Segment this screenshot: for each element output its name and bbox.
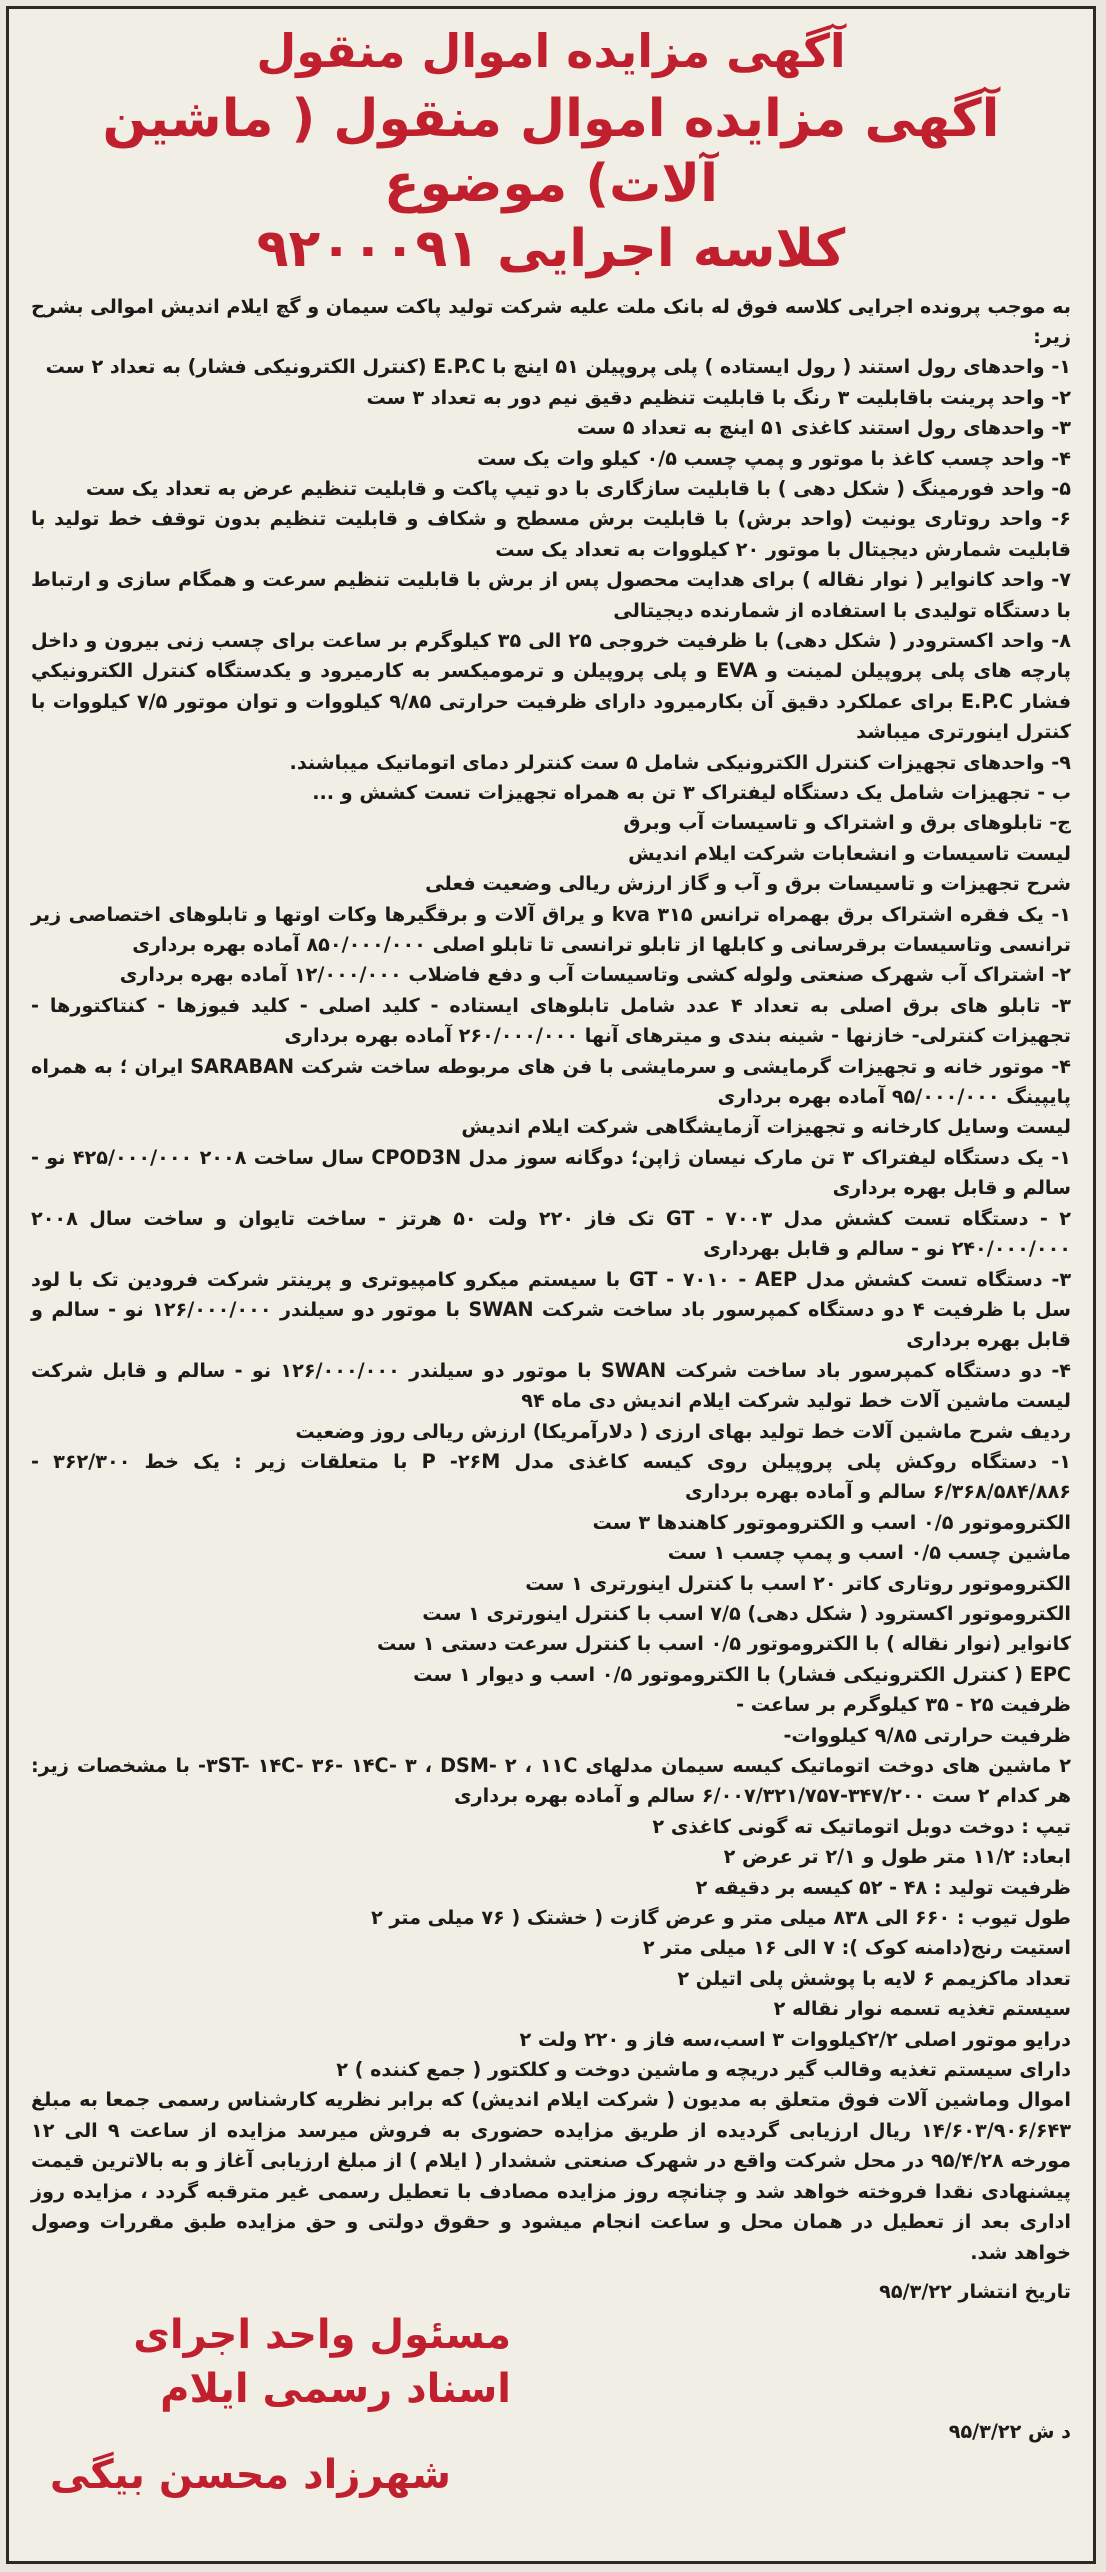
list-item: ابعاد: ۱۱/۲ متر طول و ۲/۱ تر عرض ۲ xyxy=(723,1845,1071,1869)
list-item: تعداد ماکزیمم ۶ لایه با پوشش پلی اتیلن ۲ xyxy=(677,1966,1071,1990)
notice-heading: آگهی مزایده اموال منقول ( ماشین آلات) موضوع xyxy=(102,88,1000,214)
list-item: ظرفیت ۲۵ - ۳۵ کیلوگرم بر ساعت - xyxy=(736,1693,1071,1717)
notice-title: آگهی مزایده اموال منقول xyxy=(256,24,846,78)
list-item: ۱- دستگاه روکش پلی پروپیلن روی کیسه کاغذی مدل P -۲۶M با متعلقات زیر : یک خط ۳۶۲/۳۰۰ - ۶/۳۶۸/۵۸۴/۸۸۶ سالم و آماده بهره برداری xyxy=(31,1449,1071,1504)
list-item: الکتروموتور ۰/۵ اسب و الکتروموتور کاهندها ۳ ست xyxy=(592,1510,1071,1534)
list-item: ۱- یک دستگاه لیفتراک ۳ تن مارک نیسان ژاپن؛ دوگانه سوز مدل CPOD3N سال ساخت ۲۰۰۸ ۴۲۵/۰۰۰/۰۰۰ نو - سالم و قابل بهره برداری xyxy=(31,1145,1071,1200)
section-title: لیست تاسیسات و انشعابات شرکت ایلام اندیش xyxy=(628,841,1071,865)
list-item: ۲ ماشین های دوخت اتوماتیک کیسه سیمان مدلهای ۳ST- ۱۴C- ۳۶- ۱۴C- ۳ ، DSM- ۲ ، ۱۱C- با مشخصات زیر: هر کدام ۲ ست ۳۴۷/۲۰۰-۶/۰۰۷/۳۲۱/۷۵۷ سالم و آماده بهره برداری xyxy=(31,1754,1071,1808)
list-item: ۴- واحد چسب کاغذ با موتور و پمپ چسب ۰/۵ کیلو وات یک ست xyxy=(477,446,1071,470)
section-subtitle: شرح تجهیزات و تاسیسات برق و آب و گاز ارزش ریالی وضعیت فعلی xyxy=(425,872,1071,896)
list-item: ب - تجهیزات شامل یک دستگاه لیفتراک ۳ تن به همراه تجهیزات تست کشش و ... xyxy=(312,781,1071,804)
list-item: تیپ : دوخت دوبل اتوماتیک ته گونی کاغذی ۲ xyxy=(652,1814,1071,1838)
list-item: ۵- واحد فورمینگ ( شکل دهی ) با قابلیت سازگاری با دو تیپ پاکت و قابلیت تنظیم عرض به تعداد یک ست xyxy=(85,476,1071,500)
closing-paragraph: اموال وماشین آلات فوق متعلق به مدیون ( شرکت ایلام اندیش) که برابر نظریه کارشناس رسمی جمعا به مبلغ ۱۴/۶۰۳/۹۰۶/۶۴۳ ریال ارزیابی گردیده از طریق مزایده حضوری به فروش میرسد مزایده از ساعت ۹ الی ۱۲ مورخه ۹۵/۴/۲۸ در محل شرکت واقع در شهرک صنعتی ششدار ( ایلام ) از مبلغ ارزیابی آغاز و به بالاترین قیمت پیشنهادی نقدا فروخته خواهد شد و چنانچه روز مزایده مصادف با تعطیل رسمی غیر مترقبه گردد ، مزایده روز اداری بعد از تعطیل در همان محل و ساعت انجام میشود و حقوق دولتی و حق مزایده طبق مقررات وصول خواهد شد. xyxy=(31,2088,1071,2264)
list-item: ۳- واحدهای رول استند کاغذی ۵۱ اینچ به تعداد ۵ ست xyxy=(576,416,1071,440)
list-item: ج- تابلوهای برق و اشتراک و تاسیسات آب وبرق xyxy=(623,811,1071,835)
list-item: درایو موتور اصلی ۲/۲کیلووات ۳ اسب،سه فاز و ۲۲۰ ولت ۲ xyxy=(519,2027,1071,2051)
intro-text: به موجب پرونده اجرایی کلاسه فوق له بانک ملت علیه شرکت تولید پاکت سیمان و گچ ایلام اندیش اموالی بشرح زیر: xyxy=(31,294,1071,348)
notice-body xyxy=(31,292,1071,2268)
list-item: کانوایر (نوار نقاله ) با الکتروموتور ۰/۵ اسب با کنترل سرعت دستی ۱ ست xyxy=(377,1632,1071,1656)
notice-sheet xyxy=(6,6,1096,2564)
reference-code: د ش ۹۵/۳/۲۲ xyxy=(948,2419,1071,2443)
list-item: ۲- واحد پرینت باقابلیت ۳ رنگ با قابلیت تنظیم دقیق نیم دور به تعداد ۳ ست xyxy=(366,385,1071,409)
signature-name: شهرزاد محسن بیگی xyxy=(49,2451,451,2498)
publish-date: تاریخ انتشار ۹۵/۳/۲۲ xyxy=(879,2279,1071,2303)
list-item: ۳- تابلو های برق اصلی به تعداد ۴ عدد شامل تابلوهای ایستاده - کلید اصلی - کلید فیوزها - کنتاکتورها - تجهیزات کنترلی- خازنها - شینه بندی و میترهای آنها ۲۶۰/۰۰۰/۰۰۰ آماده بهره برداری xyxy=(31,993,1071,1048)
signature-title: مسئول واحد اجرای اسناد رسمی ایلام xyxy=(133,2311,511,2412)
list-item: ۳- دستگاه تست کشش مدل GT - ۷۰۱۰ - AEP با سیستم میکرو کامپیوتری و پرینتر شرکت فرودین تک با لود سل با ظرفیت ۴ دو دستگاه کمپرسور باد ساخت شرکت SWAN با موتور دو سیلندر ۱۲۶/۰۰۰/۰۰۰ نو - سالم و قابل بهره برداری xyxy=(31,1267,1072,1352)
section-title: لیست وسایل کارخانه و تجهیزات آزمایشگاهی شرکت ایلام اندیش xyxy=(461,1115,1071,1139)
list-item: ۱- یک فقره اشتراک برق بهمراه ترانس kva ۳۱۵ و یراق آلات و برقگیرها وکات اوتها و تابلوهای اختصاصی زیر ترانسی وتاسیسات برقرسانی و کابلها از تابلو ترانسی تا تابلو اصلی ۸۵۰/۰۰۰/۰۰۰ آماده بهره برداری xyxy=(31,902,1071,957)
list-item: ۷- واحد کانوایر ( نوار نقاله ) برای هدایت محصول پس از برش با قابلیت تنظیم سرعت و همگام سازی و ارتباط با دستگاه تولیدی با استفاده از شمارنده دیجیتالی xyxy=(31,568,1071,622)
case-number: کلاسه اجرایی ۹۲۰۰۰۹۱ xyxy=(256,218,846,279)
list-item: ۴- موتور خانه و تجهیزات گرمایشی و سرمایشی با فن های مربوطه ساخت شرکت SARABAN ایران ؛ به همراه پایپینگ ۹۵/۰۰۰/۰۰۰ آماده بهره برداری xyxy=(31,1054,1071,1109)
list-item: دارای سیستم تغذیه وقالب گیر دریچه و ماشین دوخت و کلکتور ( جمع کننده ) ۲ xyxy=(336,2058,1071,2082)
list-item: الکتروموتور روتاری کاتر ۲۰ اسب با کنترل اینورتری ۱ ست xyxy=(525,1571,1071,1595)
list-item: ۶- واحد روتاری یونیت (واحد برش) با قابلیت برش مسطح و شکاف و قابلیت تنظیم بدون توقف خط تولید با قابلیت شمارش دیجیتال با موتور ۲۰ کیلووات به تعداد یک ست xyxy=(31,507,1071,561)
list-item: ۴- دو دستگاه کمپرسور باد ساخت شرکت SWAN با موتور دو سیلندر ۱۲۶/۰۰۰/۰۰۰ نو - سالم و قابل شرکت لیست ماشین آلات خط تولید شرکت ایلام اندیش دی ماه ۹۴ xyxy=(31,1358,1072,1413)
list-item: ۸- واحد اکسترودر ( شکل دهی) با ظرفیت خروجی ۲۵ الی ۳۵ کیلوگرم بر ساعت برای چسب زنی بیرون و داخل پارچه های پلی پروپیلن لمینت و EVA و پلی پروپیلن و ترموميكسر به كارميرود و يكدستگاه كنترل الكترونيكي فشار E.P.C برای عملکرد دقیق آن بکارمیرود دارای ظرفیت حرارتی ۹/۸۵ کیلووات و توان موتور ۷/۵ کیلووات با کنترل اینورتری میباشد xyxy=(31,628,1072,744)
list-item: الکتروموتور اکسترود ( شکل دهی) ۷/۵ اسب با کنترل اینورتری ۱ ست xyxy=(422,1601,1071,1625)
list-item: ۹- واحدهای تجهیزات کنترل الکترونیکی شامل ۵ ست کنترلر دمای اتوماتیک میباشند. xyxy=(289,750,1071,774)
list-item: ۲ - دستگاه تست کشش مدل GT - ۷۰۰۳ تک فاز ۲۲۰ ولت ۵۰ هرتز - ساخت تایوان و ساخت سال ۲۰۰۸ ۲۴۰/۰۰۰/۰۰۰ نو - سالم و قابل بهرداری xyxy=(31,1206,1071,1261)
list-item: طول تیوب : ۶۶۰ الی ۸۳۸ میلی متر و عرض گازت ( خشتک ( ۷۶ میلی متر ۲ xyxy=(370,1906,1071,1930)
list-item: ظرفیت حرارتی ۹/۸۵ کیلووات- xyxy=(783,1723,1071,1747)
list-item: سیستم تغذیه تسمه نوار نقاله ۲ xyxy=(773,1997,1071,2021)
notice-footer xyxy=(31,2276,1071,2502)
list-item: ۱- واحدهای رول استند ( رول ایستاده ) پلی پروپیلن ۵۱ اینچ با E.P.C (کنترل الکترونیکی فشار) به تعداد ۲ ست xyxy=(45,355,1071,379)
section-title: ردیف شرح ماشین آلات خط تولید بهای ارزی ( دلارآمریکا) ارزش ریالی روز وضعیت xyxy=(295,1419,1071,1443)
list-item: استیت رنج(دامنه کوک ): ۷ الی ۱۶ میلی متر ۲ xyxy=(642,1936,1071,1960)
list-item: ماشین چسب ۰/۵ اسب و پمپ چسب ۱ ست xyxy=(667,1541,1071,1565)
list-item: ظرفیت تولید : ۴۸ - ۵۲ کیسه بر دقیقه ۲ xyxy=(695,1875,1071,1899)
list-item: ۲- اشتراک آب شهرک صنعتی ولوله کشی وتاسیسات آب و دفع فاضلاب ۱۲/۰۰۰/۰۰۰ آماده بهره برداری xyxy=(119,963,1071,987)
list-item: EPC ( کنترل الکترونیکی فشار) با الکتروموتور ۰/۵ اسب و دیوار ۱ ست xyxy=(413,1662,1071,1686)
